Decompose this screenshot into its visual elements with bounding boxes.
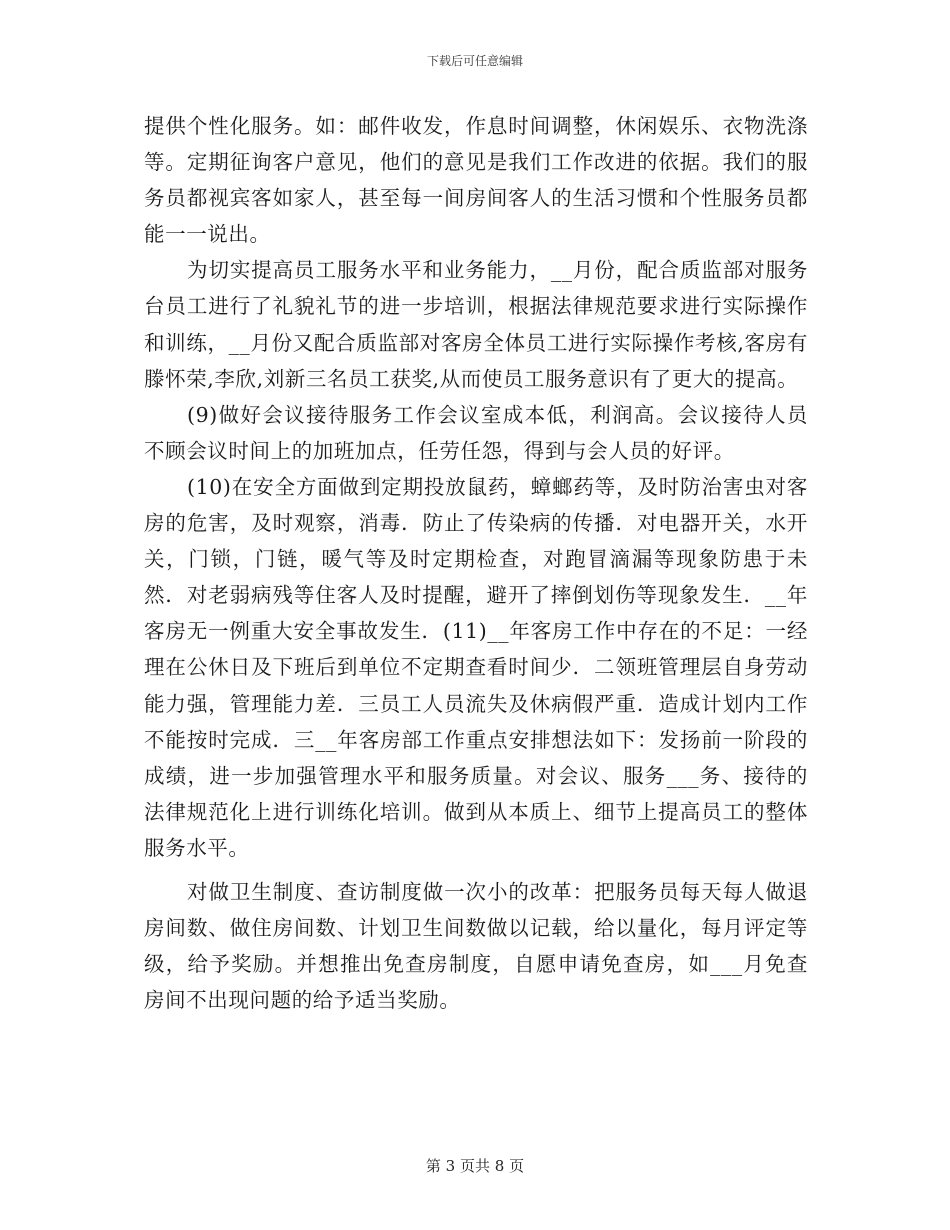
paragraph-3: (9)做好会议接待服务工作会议室成本低，利润高。会议接待人员不顾会议时间上的加班加点，任劳任怨，得到与会人员的好评。 bbox=[144, 402, 808, 463]
paragraph-4: (10)在安全方面做到定期投放鼠药，蟑螂药等，及时防治害虫对客房的危害，及时观察，消毒．防止了传染病的传播．对电器开关，水开关，门锁，门链，暖气等及时定期检查，对跑冒滴漏等现象防患于未然．对老弱病残等住客人及时提醒，避开了摔倒划伤等现象发生．__年客房无一例重大安全事故发生．(11)__年客房工作中存在的不足：一经理在公休日及下班后到单位不定期查看时间少．二领班管理层自身劳动能力强，管理能力差．三员工人员流失及休病假严重．造成计划内工作不能按时完成．三__年客房部工作重点安排想法如下：发扬前一阶段的成绩，进一步加强管理水平和服务质量。对会议、服务___务、接待的法律规范化上进行训练化培训。做到从本质上、细节上提高员工的整体服务水平。 bbox=[144, 474, 808, 860]
paragraph-2: 为切实提高员工服务水平和业务能力，__月份，配合质监部对服务台员工进行了礼貌礼节的进一步培训，根据法律规范要求进行实际操作和训练，__月份又配合质监部对客房全体员工进行实际操作考核,客房有滕怀荣,李欣,刘新三名员工获奖,从而使员工服务意识有了更大的提高。 bbox=[144, 258, 808, 391]
paragraph-5: 对做卫生制度、查访制度做一次小的改革：把服务员每天每人做退房间数、做住房间数、计划卫生间数做以记载，给以量化，每月评定等级，给予奖励。并想推出免查房制度，自愿申请免查房，如___月免查房间不出现问题的给予适当奖励。 bbox=[144, 879, 808, 1013]
page-header: 下载后可任意编辑 bbox=[426, 54, 523, 68]
paragraph-1: 提供个性化服务。如：邮件收发，作息时间调整，休闲娱乐、衣物洗涤等。定期征询客户意见，他们的意见是我们工作改进的依据。我们的服务员都视宾客如家人，甚至每一间房间客人的生活习惯和个性服务员都能一一说出。 bbox=[144, 114, 808, 247]
document-body bbox=[144, 108, 808, 1018]
page-footer: 第 3 页共 8 页 bbox=[425, 1157, 525, 1175]
